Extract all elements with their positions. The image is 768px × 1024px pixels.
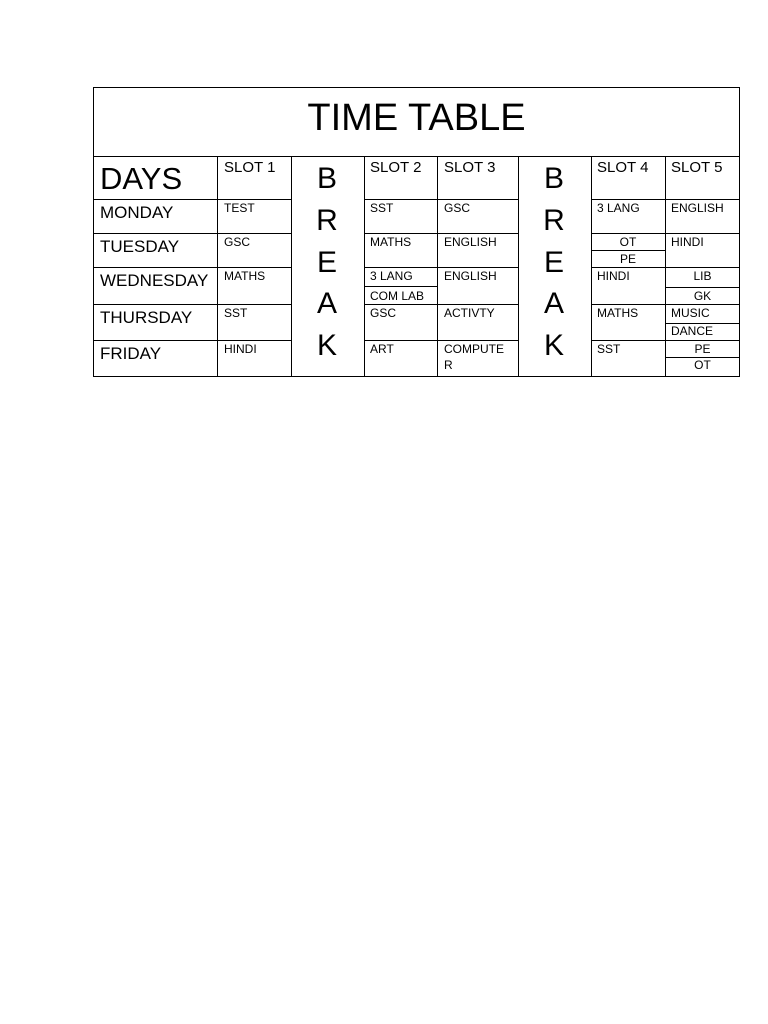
cell-wednesday-slot2-b: COM LAB [370, 289, 425, 303]
border-top [93, 87, 740, 88]
cell-thursday-slot2: GSC [370, 306, 397, 320]
col-divider [518, 156, 519, 377]
cell-thursday-slot5-b: DANCE [671, 324, 714, 338]
day-label-tuesday: TUESDAY [100, 237, 180, 256]
border-bottom [93, 376, 740, 377]
cell-friday-slot5-b: OT [694, 358, 711, 372]
row-divider [591, 233, 740, 234]
cell-monday-slot4: 3 LANG [597, 201, 640, 215]
cell-friday-slot2: ART [370, 342, 394, 356]
row-subdivider [665, 287, 740, 288]
cell-wednesday-slot3: ENGLISH [444, 269, 497, 283]
row-divider [93, 233, 291, 234]
cell-wednesday-slot2-a: 3 LANG [370, 269, 413, 283]
cell-thursday-slot4: MATHS [597, 306, 639, 320]
day-label-monday: MONDAY [100, 203, 174, 222]
col-divider [291, 156, 292, 377]
break-letter: B [316, 162, 337, 195]
cell-monday-slot3: GSC [444, 201, 471, 215]
row-divider [364, 199, 518, 200]
cell-tuesday-slot2: MATHS [370, 235, 412, 249]
row-divider [591, 199, 740, 200]
row-divider [591, 340, 740, 341]
day-label-friday: FRIDAY [100, 344, 162, 363]
day-label-wednesday: WEDNESDAY [100, 271, 209, 290]
row-divider [591, 304, 740, 305]
cell-thursday-slot1: SST [224, 306, 248, 320]
cell-tuesday-slot4-b: PE [619, 252, 636, 266]
break-letter: E [316, 246, 337, 279]
cell-friday-slot5-a: PE [694, 342, 711, 356]
break-letter: K [316, 329, 337, 362]
cell-wednesday-slot5-b: GK [693, 289, 712, 303]
timetable [93, 87, 740, 377]
row-subdivider [364, 286, 437, 287]
cell-friday-slot3-a: COMPUTE [444, 342, 504, 356]
cell-tuesday-slot5: HINDI [671, 235, 704, 249]
row-divider [364, 267, 518, 268]
slot-4-header: SLOT 4 [597, 159, 649, 176]
row-divider [93, 340, 291, 341]
break-letter: R [543, 204, 565, 237]
row-divider [93, 304, 291, 305]
row-divider [93, 199, 291, 200]
cell-tuesday-slot4-a: OT [619, 235, 637, 249]
break-letter: E [543, 246, 564, 279]
cell-tuesday-slot3: ENGLISH [444, 235, 497, 249]
title-divider [93, 156, 740, 157]
cell-monday-slot5: ENGLISH [671, 201, 724, 215]
break-letter: K [543, 329, 564, 362]
cell-monday-slot2: SST [370, 201, 394, 215]
row-subdivider [591, 250, 665, 251]
cell-tuesday-slot1: GSC [224, 235, 251, 249]
page-title: TIME TABLE [307, 97, 526, 139]
cell-thursday-slot3: ACTIVTY [444, 306, 495, 320]
slot-3-header: SLOT 3 [444, 159, 496, 176]
cell-wednesday-slot1: MATHS [224, 269, 266, 283]
break-letter: A [543, 287, 564, 320]
slot-2-header: SLOT 2 [370, 159, 422, 176]
day-label-thursday: THURSDAY [100, 308, 193, 327]
cell-monday-slot1: TEST [224, 201, 255, 215]
days-header: DAYS [100, 161, 183, 196]
row-divider [93, 267, 291, 268]
row-divider [364, 340, 518, 341]
cell-friday-slot4: SST [597, 342, 621, 356]
break-letter: A [316, 287, 337, 320]
cell-wednesday-slot4: HINDI [597, 269, 630, 283]
break-letter: R [316, 204, 338, 237]
slot-5-header: SLOT 5 [671, 159, 723, 176]
slot-1-header: SLOT 1 [224, 159, 276, 176]
row-divider [364, 304, 518, 305]
break-letter: B [543, 162, 564, 195]
cell-wednesday-slot5-a: LIB [693, 269, 712, 283]
row-divider [364, 233, 518, 234]
cell-friday-slot3-b: R [444, 358, 453, 372]
cell-friday-slot1: HINDI [224, 342, 257, 356]
cell-thursday-slot5-a: MUSIC [671, 306, 710, 320]
row-divider [591, 267, 740, 268]
